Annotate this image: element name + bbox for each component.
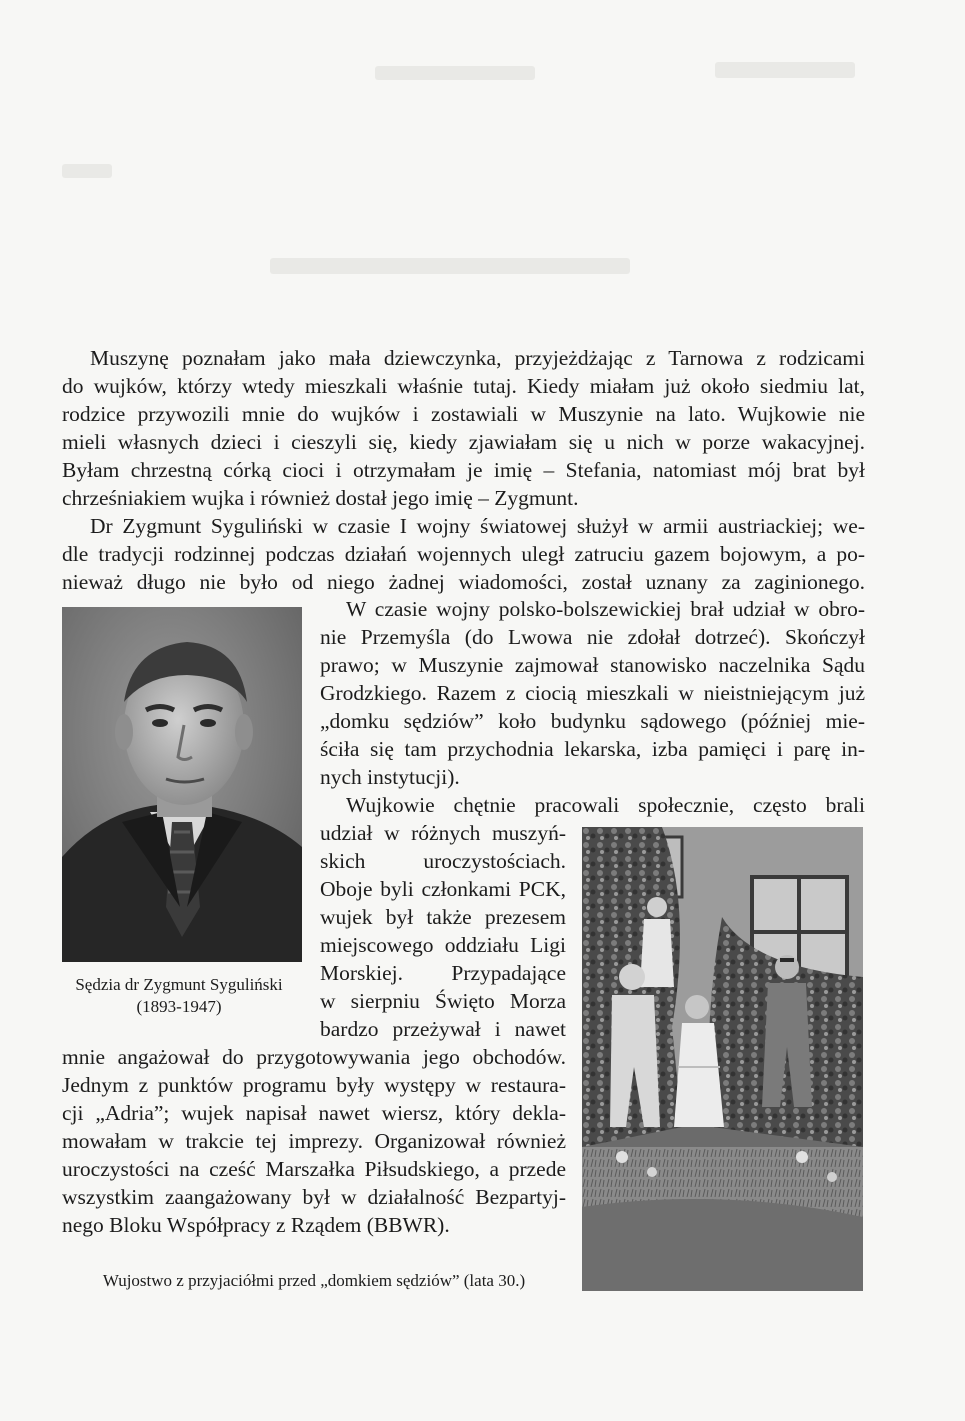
text-line: wujek był także prezesem [320,905,566,929]
text-line: udział w różnych muszyń- [320,821,566,845]
text-line: Oboje byli członkami PCK, [320,877,566,901]
portrait-caption-line: (1893-1947) [136,997,222,1016]
text-line: prawo; w Muszynie zajmował stanowisko naczelnika Sądu [320,653,865,677]
portrait-caption-line: Sędzia dr Zygmunt Syguliński [75,975,283,994]
group-photo-caption: Wujostwo z przyjaciółmi przed „domkiem sędziów” (lata 30.) [102,1271,526,1290]
text-line: dle tradycji rodzinnej podczas działań wojennych uległ zatruciu gazem bojowym, a po- [62,542,865,566]
text-line: mowałam w trakcie tej imprezy. Organizował również [62,1129,566,1153]
text-line: nych instytucji). [320,765,460,789]
text-line: ściła się tam przychodnia lekarska, izba pamięci i parę in- [320,737,865,761]
text-line: wszystkim zaangażowany był w działalność Bezpartyj- [62,1185,566,1209]
portrait-photo [62,607,302,962]
bleed-through-header [375,66,535,80]
text-line: nie Przemyśla (do Lwowa nie zdołał dotrzeć). Skończył [320,625,865,649]
text-line: mnie angażował do przygotowywania jego obchodów. [62,1045,566,1069]
text-line: mieli własnych dzieci i cieszyli się, kiedy zjawiałam się u nich w porze wakacyjnej. [62,430,865,454]
group-photo [582,827,863,1291]
text-line: Morskiej. Przypadające [320,961,566,985]
text-line: „domku sędziów” koło budynku sądowego (później mie- [320,709,865,733]
text-line: Byłam chrzestną córką cioci i otrzymałam je imię – Stefania, natomiast mój brat był [62,458,865,482]
text-line: Jednym z punktów programu były występy w restaura- [62,1073,566,1097]
portrait-illustration [62,607,302,962]
group-illustration [582,827,863,1291]
text-line: chrześniakiem wujka i również dostał jego imię – Zygmunt. [62,486,579,510]
text-line: miejscowego oddziału Ligi [320,933,566,957]
text-line: Wujkowie chętnie pracowali społecznie, często brali [346,793,865,817]
bleed-through-mark [62,164,112,178]
text-line: uroczystości na cześć Marszałka Piłsudskiego, a przede [62,1157,566,1181]
text-line: do wujków, którzy wtedy mieszkali właśnie tutaj. Kiedy miałam już około siedmiu lat, [62,374,865,398]
text-line: nego Bloku Współpracy z Rządem (BBWR). [62,1213,450,1237]
text-line: Dr Zygmunt Syguliński w czasie I wojny światowej służył w armii austriackiej; we- [90,514,865,538]
text-line: cji „Adria”; wujek napisał nawet wiersz, który dekla- [62,1101,566,1125]
text-line: Muszynę poznałam jako mała dziewczynka, przyjeżdżając z Tarnowa z rodzicami [90,346,865,370]
text-line: nieważ długo nie było od niego żadnej wiadomości, został uznany za zaginionego. [62,570,865,594]
text-line: rodzice przywozili mnie do wujków i zostawiali w Muszynie na lato. Wujkowie nie [62,402,865,426]
text-line: Grodzkiego. Razem z ciocią mieszkali w nieistniejącym już [320,681,865,705]
text-line: bardzo przeżywał i nawet [320,1017,566,1041]
text-line: W czasie wojny polsko-bolszewickiej brał udział w obro- [346,597,865,621]
text-line: skich uroczystościach. [320,849,566,873]
bleed-through-header [715,62,855,78]
text-line: w sierpniu Święto Morza [320,989,566,1013]
bleed-through-title [270,258,630,274]
